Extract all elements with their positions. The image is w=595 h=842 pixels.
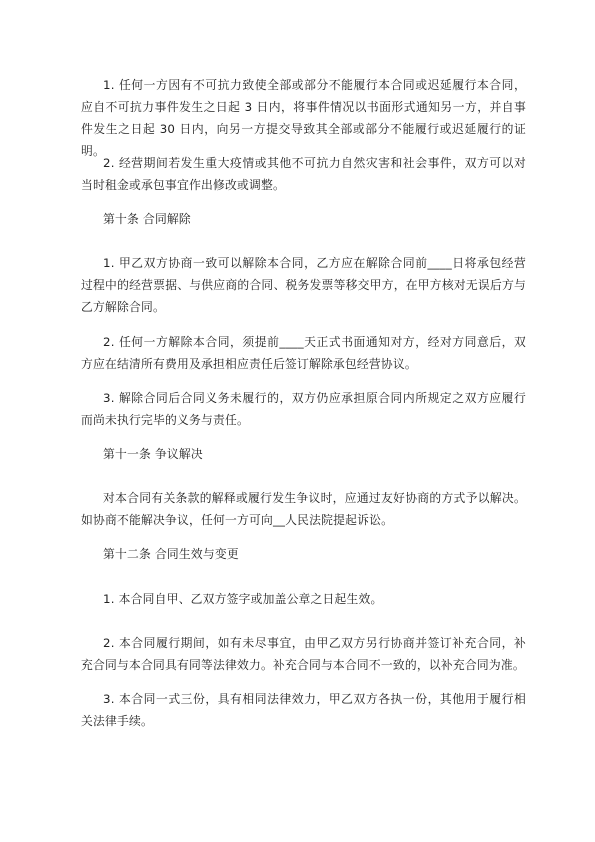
force-majeure-clause-2: 2. 经营期间若发生重大疫情或其他不可抗力自然灾害和社会事件，双方可以对当时租金或承包事宜作出修改或调整。: [81, 156, 526, 192]
section-12-item-1: 1. 本合同自甲、乙双方签字或加盖公章之日起生效。: [103, 592, 383, 606]
section-11-item-1: 对本合同有关条款的解释或履行发生争议时，应通过友好协商的方式予以解决。如协商不能解决争议，任何一方可向__人民法院提起诉讼。: [81, 491, 526, 527]
section-11-heading: 第十一条 争议解决: [103, 447, 203, 461]
section-10-item-1: 1. 甲乙双方协商一致可以解除本合同，乙方应在解除合同前____日将承包经营过程中的经营票据、与供应商的合同、税务发票等移交甲方，在甲方核对无误后方与乙方解除合同。: [81, 256, 526, 314]
section-10-heading: 第十条 合同解除: [103, 212, 191, 226]
section-12-item-3: 3. 本合同一式三份，具有相同法律效力，甲乙双方各执一份，其他用于履行相关法律手续。: [81, 692, 526, 728]
section-12-item-2: 2. 本合同履行期间，如有未尽事宜，由甲乙双方另行协商并签订补充合同，补充合同与本合同具有同等法律效力。补充合同与本合同不一致的，以补充合同为准。: [81, 636, 526, 672]
force-majeure-clause-1: 1. 任何一方因有不可抗力致使全部或部分不能履行本合同或迟延履行本合同，应自不可抗力事件发生之日起 3 日内，将事件情况以书面形式通知另一方，并自事件发生之日起 30 日内，向另一方提交导致其全部或部分不能履行或迟延履行的证明。: [81, 78, 526, 158]
section-10-item-3: 3. 解除合同后合同义务未履行的，双方仍应承担原合同内所规定之双方应履行而尚未执行完毕的义务与责任。: [81, 391, 526, 427]
section-10-item-2: 2. 任何一方解除本合同，须提前____天正式书面通知对方，经对方同意后，双方应在结清所有费用及承担相应责任后签订解除承包经营协议。: [81, 335, 526, 371]
section-12-heading: 第十二条 合同生效与变更: [103, 547, 239, 561]
